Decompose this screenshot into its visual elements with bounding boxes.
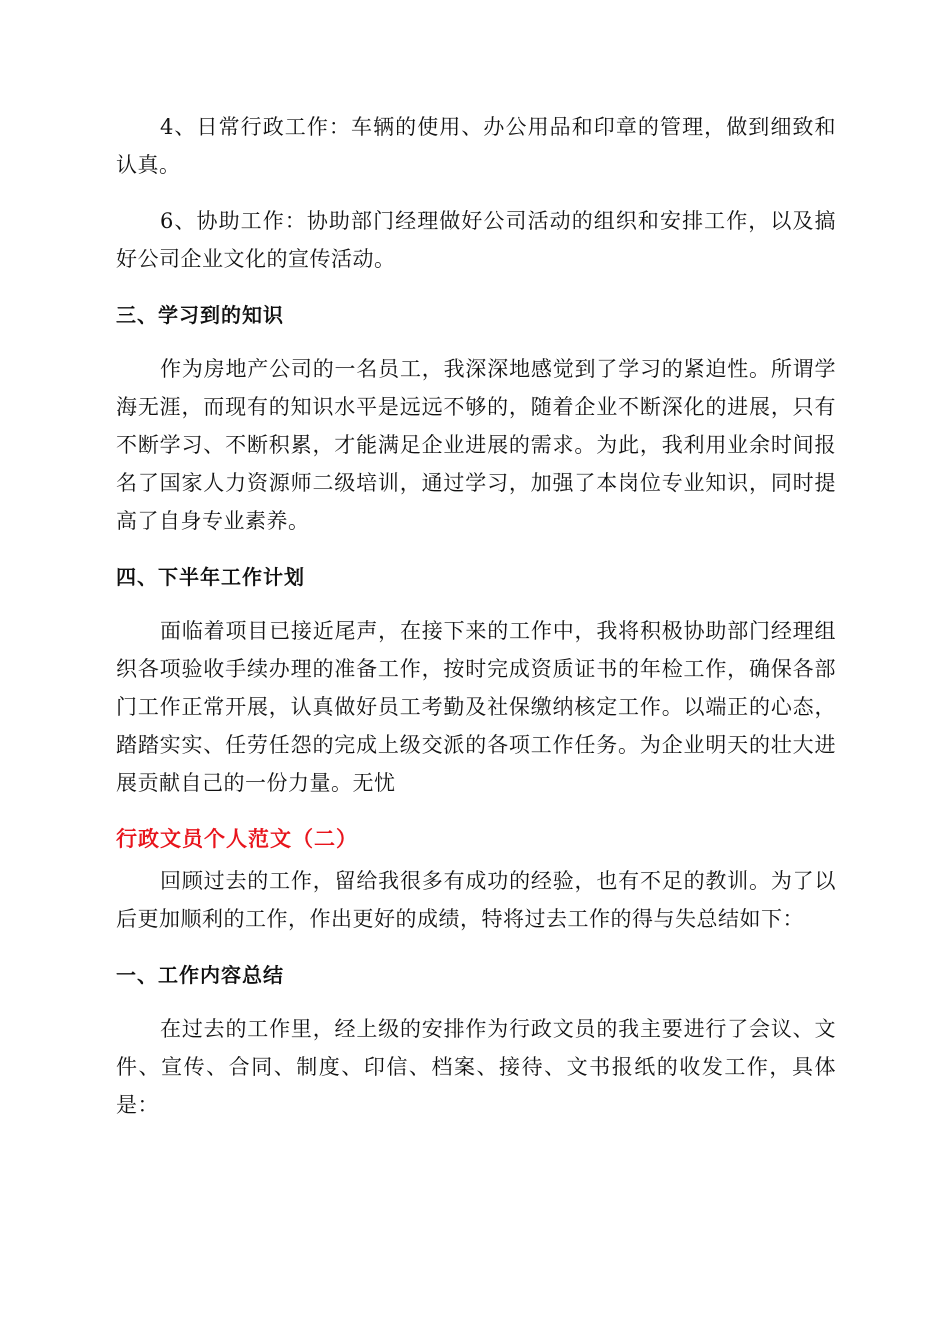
heading-work-plan: 四、下半年工作计划 bbox=[116, 565, 305, 589]
paragraph-work-plan: 面临着项目已接近尾声，在接下来的工作中，我将积极协助部门经理组织各项验收手续办理的准备工作，按时完成资质证书的年检工作，确保各部门工作正常开展，认真做好员工考勤及社保缴纳核定工作。以端正的心态，踏踏实实、任劳任怨的完成上级交派的各项工作任务。为企业明天的壮大进展贡献自己的一份力量。无忧 bbox=[116, 619, 836, 795]
heading-work-summary: 一、工作内容总结 bbox=[116, 963, 284, 987]
paragraph-review: 回顾过去的工作，留给我很多有成功的经验，也有不足的教训。为了以后更加顺利的工作，作出更好的成绩，特将过去工作的得与失总结如下： bbox=[116, 869, 836, 931]
paragraph-knowledge: 作为房地产公司的一名员工，我深深地感觉到了学习的紧迫性。所谓学海无涯，而现有的知识水平是远远不够的，随着企业不断深化的进展，只有不断学习、不断积累，才能满足企业进展的需求。为此，我利用业余时间报名了国家人力资源师二级培训，通过学习，加强了本岗位专业知识，同时提高了自身专业素养。 bbox=[116, 357, 836, 533]
document-page bbox=[116, 108, 836, 1124]
paragraph-work-summary: 在过去的工作里，经上级的安排作为行政文员的我主要进行了会议、文件、宣传、合同、制度、印信、档案、接待、文书报纸的收发工作，具体是： bbox=[116, 1017, 836, 1117]
section-title-sample-two: 行政文员个人范文（二） bbox=[116, 827, 358, 851]
paragraph-daily-admin: 4、日常行政工作：车辆的使用、办公用品和印章的管理，做到细致和认真。 bbox=[116, 115, 836, 177]
paragraph-assist-work: 6、协助工作：协助部门经理做好公司活动的组织和安排工作，以及搞好公司企业文化的宣传活动。 bbox=[116, 209, 836, 271]
heading-knowledge-learned: 三、学习到的知识 bbox=[116, 303, 284, 327]
